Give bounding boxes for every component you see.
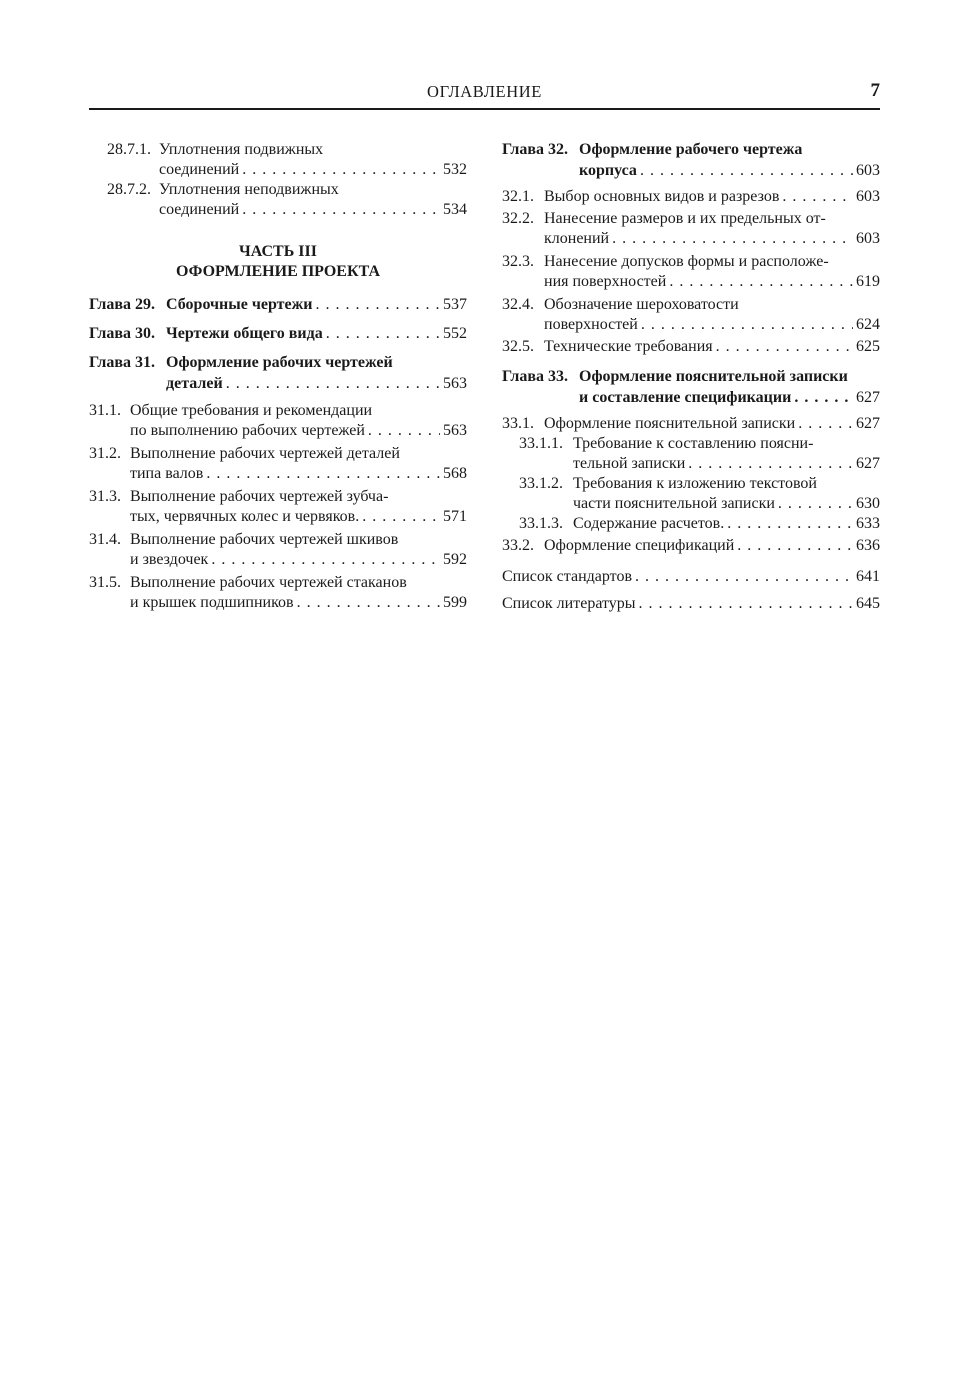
toc-entry-title-cont: поверхностей <box>544 316 638 333</box>
dot-leader <box>688 454 853 474</box>
dot-leader <box>639 594 853 614</box>
toc-entry-title: Общие требования и рекомендации <box>130 402 373 419</box>
toc-entry-title: Уплотнения неподвижных <box>159 181 339 198</box>
toc-entry-31-4[interactable] <box>89 530 467 570</box>
chapter-number: Глава 33. <box>502 368 568 385</box>
toc-entry-number: 31.4. <box>89 531 121 548</box>
dot-leader <box>778 494 853 514</box>
toc-chapter-33[interactable] <box>502 367 880 408</box>
toc-entry-28-7-1[interactable] <box>107 140 467 180</box>
chapter-number: Глава 31. <box>89 354 155 371</box>
toc-chapter-29[interactable] <box>89 295 467 315</box>
toc-entry-number: 33.1.1. <box>519 435 563 452</box>
part-heading <box>89 242 467 282</box>
toc-right-column <box>502 140 880 614</box>
dot-leader <box>315 295 440 315</box>
toc-entry-31-3[interactable] <box>89 487 467 527</box>
toc-entry-number: 33.1.3. <box>519 515 563 532</box>
toc-entry-title-cont: по выполнению рабочих чертежей <box>130 422 365 439</box>
toc-entry-page: 568 <box>443 465 467 482</box>
toc-entry-33-1-3[interactable] <box>519 514 880 534</box>
dot-leader <box>612 229 853 249</box>
toc-chapter-32[interactable] <box>502 140 880 181</box>
chapter-title-cont: корпуса <box>579 162 637 179</box>
chapter-title: Оформление пояснительной записки <box>579 368 848 385</box>
dot-leader <box>737 536 853 556</box>
toc-entry-number: 32.4. <box>502 296 534 313</box>
toc-entry-33-2[interactable] <box>502 536 880 556</box>
chapter-title: Сборочные чертежи <box>166 296 313 313</box>
toc-entry-title: Список стандартов <box>502 568 632 585</box>
toc-entry-page: 624 <box>856 316 880 333</box>
toc-entry-page: 625 <box>856 338 880 355</box>
dot-leader <box>641 315 853 335</box>
toc-entry-title: Выбор основных видов и разрезов <box>544 188 780 205</box>
chapter-page: 537 <box>443 296 467 313</box>
dot-leader <box>727 514 853 534</box>
chapter-number: Глава 29. <box>89 296 155 313</box>
chapter-title-cont: деталей <box>166 375 223 392</box>
toc-entry-title: Список литературы <box>502 595 636 612</box>
toc-entry-32-4[interactable] <box>502 295 880 335</box>
dot-leader <box>798 414 853 434</box>
chapter-page: 603 <box>856 162 880 179</box>
toc-entry-number: 28.7.1. <box>107 141 151 158</box>
toc-entry-title: Выполнение рабочих чертежей зубча- <box>130 488 389 505</box>
toc-entry-33-1[interactable] <box>502 414 880 434</box>
dot-leader <box>635 567 853 587</box>
toc-entry-number: 28.7.2. <box>107 181 151 198</box>
toc-left-column <box>89 140 467 613</box>
dot-leader <box>362 507 440 527</box>
toc-entry-standards-list[interactable] <box>502 567 880 587</box>
toc-entry-title-cont: и звездочек <box>130 551 209 568</box>
dot-leader <box>206 464 440 484</box>
toc-entry-title-cont: типа валов <box>130 465 204 482</box>
toc-entry-32-2[interactable] <box>502 209 880 249</box>
dot-leader <box>368 421 440 441</box>
dot-leader <box>794 388 853 408</box>
chapter-title-cont: и составление спецификации <box>579 389 792 406</box>
toc-entry-number: 31.5. <box>89 574 121 591</box>
toc-entry-number: 32.3. <box>502 253 534 270</box>
toc-entry-title: Требование к составлению поясни- <box>573 435 814 452</box>
toc-entry-title: Оформление спецификаций <box>544 537 735 554</box>
toc-entry-title: Нанесение размеров и их предельных от- <box>544 210 826 227</box>
chapter-page: 627 <box>856 389 880 406</box>
toc-entry-page: 645 <box>856 595 880 612</box>
toc-entry-title-cont: соединений <box>159 201 240 218</box>
toc-entry-page: 563 <box>443 422 467 439</box>
toc-entry-31-2[interactable] <box>89 444 467 484</box>
toc-entry-page: 627 <box>856 415 880 432</box>
dot-leader <box>326 324 440 344</box>
toc-entry-page: 599 <box>443 594 467 611</box>
part-number: ЧАСТЬ III <box>239 243 317 260</box>
chapter-title: Оформление рабочих чертежей <box>166 354 393 371</box>
toc-entry-page: 532 <box>443 161 467 178</box>
dot-leader <box>716 337 853 357</box>
page-number: 7 <box>870 80 880 101</box>
toc-entry-page: 636 <box>856 537 880 554</box>
toc-entry-number: 31.3. <box>89 488 121 505</box>
toc-entry-number: 33.1. <box>502 415 534 432</box>
toc-entry-page: 603 <box>856 230 880 247</box>
toc-entry-title: Содержание расчетов. <box>573 515 725 532</box>
toc-entry-page: 641 <box>856 568 880 585</box>
part-title: ОФОРМЛЕНИЕ ПРОЕКТА <box>175 263 381 280</box>
toc-entry-number: 32.1. <box>502 188 534 205</box>
toc-entry-page: 627 <box>856 455 880 472</box>
toc-entry-title: Уплотнения подвижных <box>159 141 324 158</box>
toc-entry-title: Выполнение рабочих чертежей шкивов <box>130 531 399 548</box>
toc-entry-28-7-2[interactable] <box>107 180 467 220</box>
toc-entry-33-1-1[interactable] <box>519 434 880 474</box>
chapter-number: Глава 30. <box>89 325 155 342</box>
toc-entry-title-cont: ния поверхностей <box>544 273 667 290</box>
running-header-title: ОГЛАВЛЕНИЕ <box>427 82 542 101</box>
toc-entry-page: 534 <box>443 201 467 218</box>
chapter-number: Глава 32. <box>502 141 568 158</box>
toc-entry-title: Оформление пояснительной записки <box>544 415 796 432</box>
toc-entry-32-3[interactable] <box>502 252 880 292</box>
toc-entry-number: 31.2. <box>89 445 121 462</box>
toc-entry-title: Технические требования <box>544 338 713 355</box>
toc-chapter-31[interactable] <box>89 353 467 394</box>
chapter-title: Оформление рабочего чертежа <box>579 141 803 158</box>
dot-leader <box>669 272 853 292</box>
toc-entry-title-cont: клонений <box>544 230 610 247</box>
dot-leader <box>242 200 440 220</box>
chapter-title: Чертежи общего вида <box>166 325 323 342</box>
toc-entry-number: 32.5. <box>502 338 534 355</box>
dot-leader <box>640 161 853 181</box>
toc-entry-title-cont: соединений <box>159 161 240 178</box>
toc-entry-title-cont: тельной записки <box>573 455 686 472</box>
toc-entry-32-1[interactable] <box>502 187 880 207</box>
dot-leader <box>211 550 440 570</box>
chapter-page: 563 <box>443 375 467 392</box>
toc-entry-page: 619 <box>856 273 880 290</box>
toc-entry-33-1-2[interactable] <box>519 474 880 514</box>
dot-leader <box>226 374 440 394</box>
toc-entry-page: 603 <box>856 188 880 205</box>
toc-entry-title: Требования к изложению текстовой <box>573 475 817 492</box>
toc-entry-page: 633 <box>856 515 880 532</box>
dot-leader <box>242 160 440 180</box>
toc-entry-page: 571 <box>443 508 467 525</box>
dot-leader <box>782 187 853 207</box>
toc-entry-title: Выполнение рабочих чертежей стаканов <box>130 574 407 591</box>
toc-entry-number: 33.2. <box>502 537 534 554</box>
toc-entry-title-cont: и крышек подшипников <box>130 594 294 611</box>
toc-entry-title: Обозначение шероховатости <box>544 296 739 313</box>
toc-entry-31-5[interactable] <box>89 573 467 613</box>
toc-entry-32-5[interactable] <box>502 337 880 357</box>
toc-entry-literature-list[interactable] <box>502 594 880 614</box>
toc-entry-number: 32.2. <box>502 210 534 227</box>
toc-entry-title: Нанесение допусков формы и расположе- <box>544 253 829 270</box>
toc-chapter-30[interactable] <box>89 324 467 344</box>
toc-entry-page: 592 <box>443 551 467 568</box>
dot-leader <box>297 593 440 613</box>
toc-entry-number: 33.1.2. <box>519 475 563 492</box>
toc-entry-title-cont: части пояснительной записки <box>573 495 775 512</box>
chapter-page: 552 <box>443 325 467 342</box>
running-header <box>89 80 880 110</box>
toc-entry-number: 31.1. <box>89 402 121 419</box>
toc-entry-31-1[interactable] <box>89 401 467 441</box>
toc-entry-title: Выполнение рабочих чертежей деталей <box>130 445 400 462</box>
toc-entry-page: 630 <box>856 495 880 512</box>
toc-entry-title-cont: тых, червячных колес и червяков. <box>130 508 360 525</box>
